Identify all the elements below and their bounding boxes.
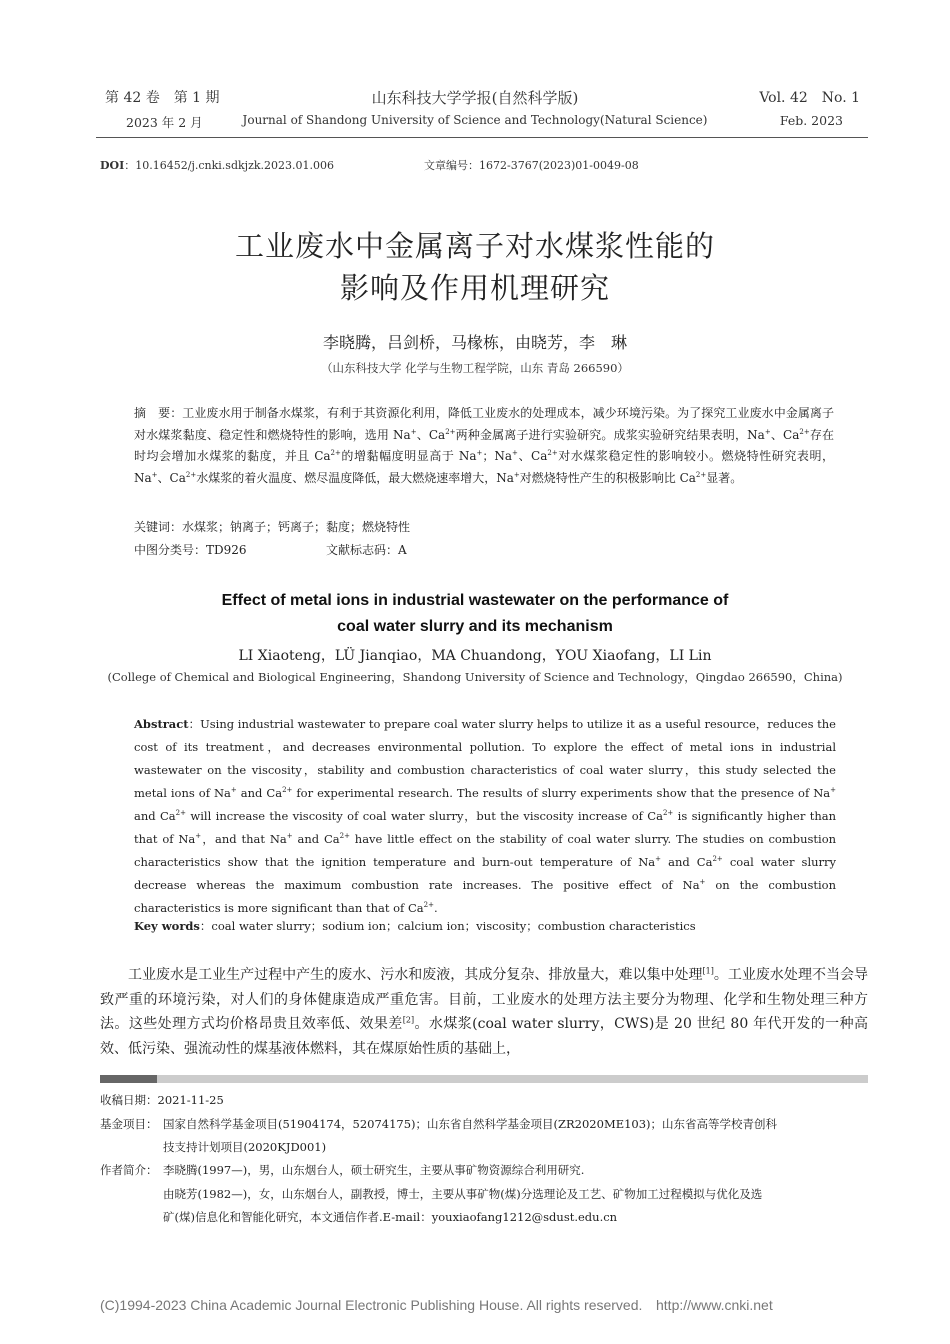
copyright-notice: (C)1994-2023 China Academic Journal Electronic Publishing House. All rights reserved. bbox=[100, 1297, 643, 1313]
header-rule bbox=[96, 137, 868, 138]
header-date-cn: 2023 年 2 月 bbox=[126, 115, 203, 130]
citation-2[interactable]: [2] bbox=[402, 1015, 415, 1025]
header-volume-issue-cn: 第 42 卷 第 1 期 bbox=[105, 90, 220, 106]
header-journal-en: Journal of Shandong University of Science and Technology(Natural Science) bbox=[242, 113, 708, 127]
article-number: 文章编号：1672-3767(2023)01-0049-08 bbox=[424, 159, 639, 172]
document-code: 文献标志码：A bbox=[326, 543, 407, 557]
abstract-en: Abstract：Using industrial wastewater to prepare coal water slurry helps to utilize it as a useful resource，reduces the cost of its treatment，and decreases environmental pollution. To explore the effect of metal ions in industrial wastewater on the viscosity，stability and combustion characteristics of coal water slurry，this study selected the metal ions of Na+ and $Ca^{2+}$ for experimental research. The results of slurry experiments show that the presence of Na+ and $Ca^{2+}$ will increase the viscosity of coal water slurry，but the viscosity increase of $Ca^{2+}$ is significantly higher than that of Na+，and that Na+ and $Ca^{2+}$ have little effect on the stability of coal water slurry. The studies on combustion characteristics show that the ignition temperature and burn-out temperature of Na+ and $Ca^{2+}$ coal water slurry decrease whereas the maximum combustion rate increases. The positive effect of Na+ on the combustion characteristics is more significant than that of $Ca^{2+}$. bbox=[134, 717, 837, 915]
abstract-cn: 摘 要：工业废水用于制备水煤浆，有利于其资源化利用，降低工业废水的处理成本，减少环境污染。为了探究工业废水中金属离子对水煤浆黏度、稳定性和燃烧特性的影响，选用 Na+、$Ca^{2+}$两种金属离子进行实验研究。成浆实验研究结果表明，Na+、$Ca^{2+}$存在时均会增加水煤浆的黏度，并且 $Ca^{2+}$的增黏幅度明显高于 Na+；Na+、$Ca^{2+}$对水煤浆稳定性的影响较小。燃烧特性研究表明，Na+、$Ca^{2+}$水煤浆的着火温度、燃尽温度降低，最大燃烧速率增大，Na+对燃烧特性产生的积极影响比 $Ca^{2+}$显著。 bbox=[134, 406, 834, 485]
authors-en: LI Xiaoteng，LÜ Jianqiao，MA Chuandong，YOU Xiaofang，LI Lin bbox=[238, 648, 712, 664]
footnote-bar-dark bbox=[100, 1075, 157, 1083]
doi-line bbox=[100, 157, 334, 173]
clc-number: 中图分类号：TD926 bbox=[134, 543, 247, 557]
doi-value[interactable]: ：10.16452/j.cnki.sdkjzk.2023.01.006 bbox=[124, 159, 335, 172]
title-en-line1: Effect of metal ions in industrial wastewater on the performance of bbox=[221, 592, 729, 609]
title-cn-line2: 影响及作用机理研究 bbox=[339, 271, 610, 305]
keywords-en: Key words：coal water slurry；sodium ion；calcium ion；viscosity；combustion characteristics bbox=[134, 919, 696, 933]
fund-label: 基金项目： bbox=[100, 1117, 158, 1131]
affiliation-en: (College of Chemical and Biological Engineering，Shandong University of Science and Technology，Qingdao 266590，China) bbox=[107, 670, 843, 684]
body-paragraph: 工业废水是工业生产过程中产生的废水、污水和废液，其成分复杂、排放量大，难以集中处理[1]。工业废水处理不当会导致严重的环境污染，对人们的身体健康造成严重危害。目前，工业废水的处理方法主要分为物理、化学和生物处理三种方法。这些处理方式均价格昂贵且效率低、效果差[2]。水煤浆(coal water slurry，CWS)是 20 世纪 80 年代开发的一种高效、低污染、强流动性的煤基液体燃料，其在煤原始性质的基础上， bbox=[100, 966, 868, 1057]
author-bio-2-line2: 矿(煤)信息化和智能化研究，本文通信作者.E-mail：youxiaofang1212@sdust.edu.cn bbox=[163, 1210, 618, 1224]
cnki-link[interactable]: http://www.cnki.net bbox=[656, 1297, 773, 1313]
header-volume-issue-en: Vol. 42 No. 1 bbox=[759, 90, 860, 106]
received-date: 收稿日期：2021-11-25 bbox=[100, 1093, 224, 1107]
header-journal-cn: 山东科技大学学报(自然科学版) bbox=[371, 89, 579, 107]
header-date-en: Feb. 2023 bbox=[779, 113, 843, 128]
author-bio-label: 作者简介： bbox=[100, 1163, 158, 1177]
fund-line1: 国家自然科学基金项目(51904174，52074175)；山东省自然科学基金项目(ZR2020ME103)；山东省高等学校青创科 bbox=[163, 1117, 778, 1131]
keywords-cn: 关键词：水煤浆；钠离子；钙离子；黏度；燃烧特性 bbox=[134, 520, 411, 534]
footnote-bar-light bbox=[157, 1075, 868, 1083]
author-bio-1: 李晓腾(1997—)，男，山东烟台人，硕士研究生，主要从事矿物资源综合利用研究. bbox=[163, 1163, 585, 1177]
fund-line2: 技支持计划项目(2020KJD001) bbox=[163, 1140, 327, 1154]
affiliation-cn: （山东科技大学 化学与生物工程学院，山东 青岛 266590） bbox=[321, 361, 629, 375]
doi-label: DOI bbox=[100, 159, 125, 172]
authors-cn: 李晓腾，吕剑桥，马椽栋，由晓芳，李 琳 bbox=[322, 333, 627, 352]
abstract-en-label: Abstract bbox=[134, 717, 189, 731]
title-en-line2: coal water slurry and its mechanism bbox=[337, 618, 613, 635]
keywords-en-label: Key words bbox=[134, 919, 200, 933]
author-bio-2-line1: 由晓芳(1982—)，女，山东烟台人，副教授，博士，主要从事矿物(煤)分选理论及工艺、矿物加工过程模拟与优化及选 bbox=[163, 1187, 763, 1201]
citation-1[interactable]: [1] bbox=[702, 966, 714, 976]
title-cn-line1: 工业废水中金属离子对水煤浆性能的 bbox=[234, 229, 715, 263]
